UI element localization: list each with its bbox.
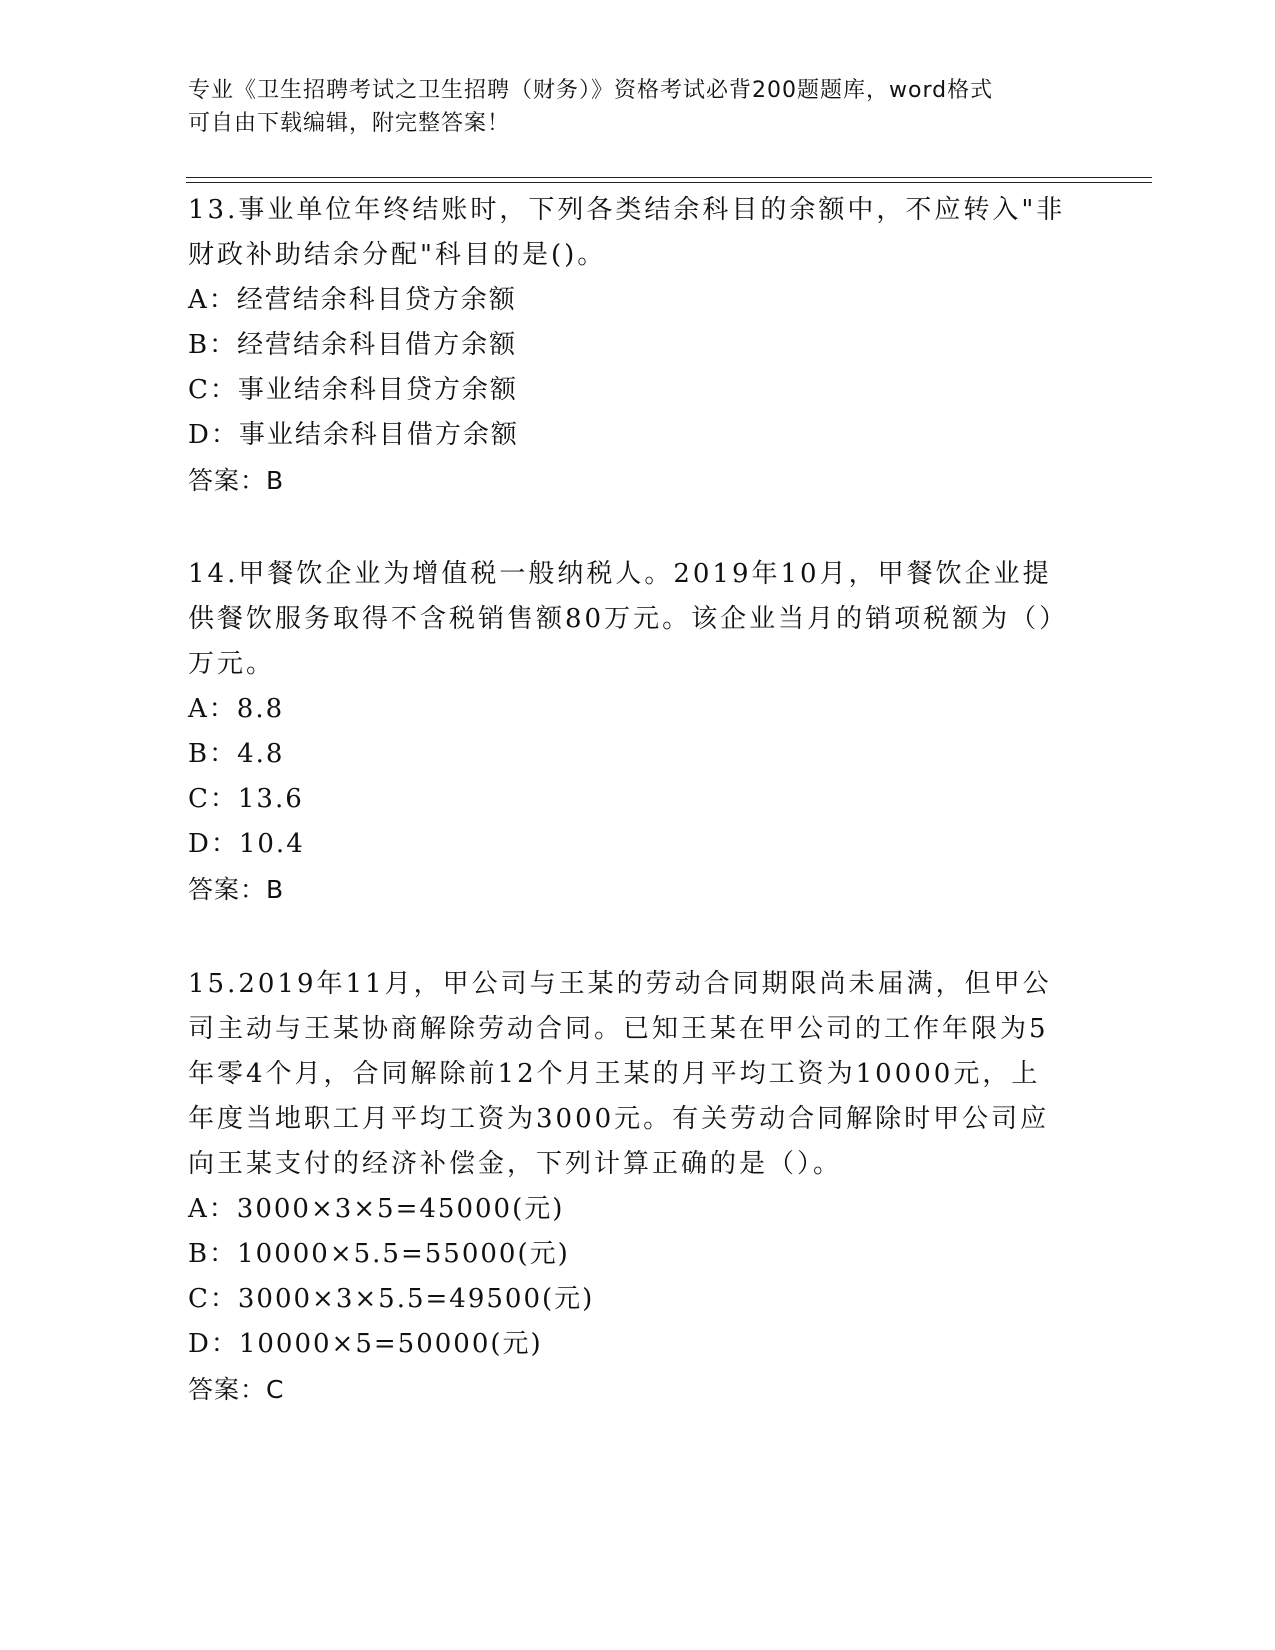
option-a: A：8.8 — [188, 694, 285, 724]
header-divider-bottom — [186, 182, 1152, 183]
question-stem: 14.甲餐饮企业为增值税一般纳税人。2019年10月，甲餐饮企业提供餐饮服务取得不含税销售额80万元。该企业当月的销项税额为（）万元。 — [188, 559, 1056, 679]
document-header — [188, 74, 1088, 140]
question-15 — [188, 962, 1068, 1412]
question-14 — [188, 552, 1068, 912]
answer-line: 答案：C — [188, 1375, 285, 1404]
option-d: D：事业结余科目借方余额 — [188, 420, 519, 450]
answer-line: 答案：B — [188, 466, 285, 495]
header-divider-top — [186, 177, 1152, 178]
option-a: A：经营结余科目贷方余额 — [188, 285, 517, 315]
option-c: C：3000×3×5.5=49500(元) — [188, 1284, 595, 1314]
option-b: B：4.8 — [188, 739, 285, 769]
option-a: A：3000×3×5=45000(元) — [188, 1194, 565, 1224]
answer-line: 答案：B — [188, 875, 285, 904]
option-b: B：10000×5.5=55000(元) — [188, 1239, 570, 1269]
question-stem: 15.2019年11月，甲公司与王某的劳动合同期限尚未届满，但甲公司主动与王某协商解除劳动合同。已知王某在甲公司的工作年限为5年零4个月，合同解除前12个月王某的月平均工资为10000元，上年度当地职工月平均工资为3000元。有关劳动合同解除时甲公司应向王某支付的经济补偿金，下列计算正确的是（）。 — [188, 969, 1052, 1179]
option-d: D：10.4 — [188, 829, 305, 859]
header-line-1: 专业《卫生招聘考试之卫生招聘（财务）》资格考试必背200题题库，word格式 — [188, 78, 994, 103]
option-b: B：经营结余科目借方余额 — [188, 330, 518, 360]
option-c: C：13.6 — [188, 784, 304, 814]
question-13 — [188, 188, 1068, 503]
option-c: C：事业结余科目贷方余额 — [188, 375, 518, 405]
option-d: D：10000×5=50000(元) — [188, 1329, 543, 1359]
question-stem: 13.事业单位年终结账时，下列各类结余科目的余额中，不应转入"非财政补助结余分配"科目的是()。 — [188, 195, 1066, 270]
header-line-2: 可自由下载编辑，附完整答案！ — [188, 111, 511, 136]
